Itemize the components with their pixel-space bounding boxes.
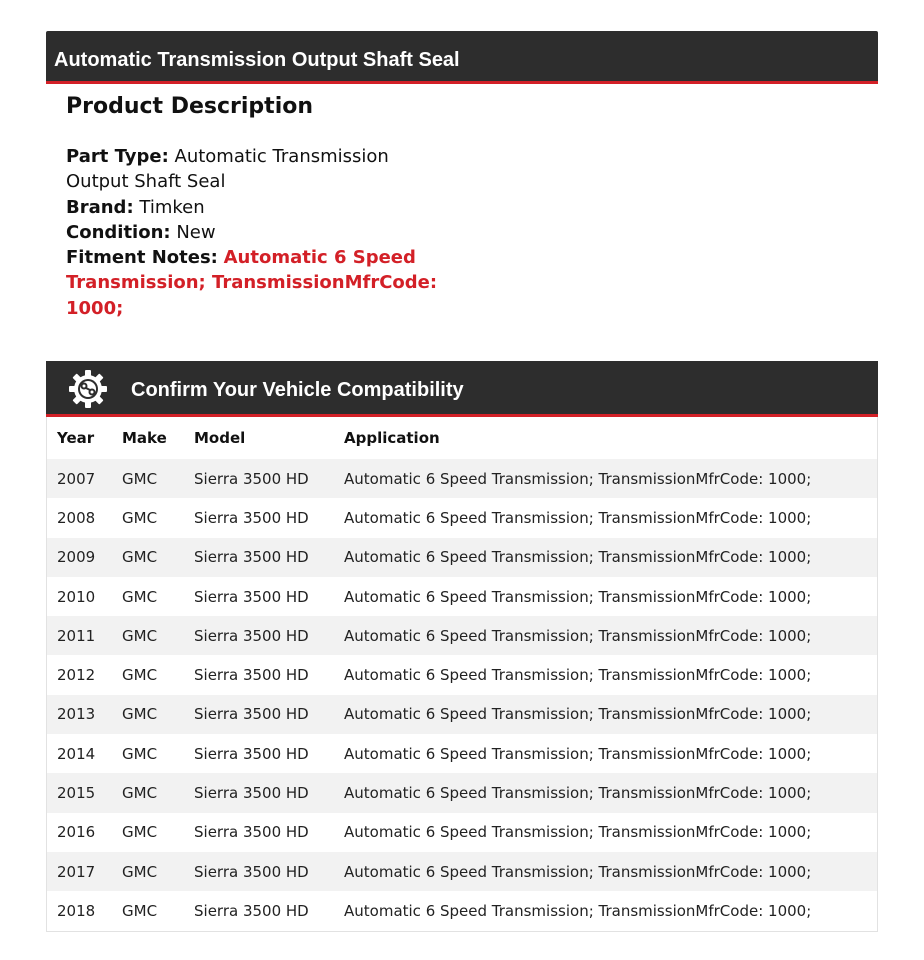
field-label: Brand: bbox=[66, 196, 134, 218]
cell-model: Sierra 3500 HD bbox=[194, 705, 309, 724]
cell-year: 2007 bbox=[57, 469, 96, 488]
cell-year: 2014 bbox=[57, 744, 96, 763]
cell-year: 2018 bbox=[57, 901, 96, 920]
cell-make: GMC bbox=[122, 548, 158, 567]
table-row bbox=[47, 695, 877, 734]
cell-model: Sierra 3500 HD bbox=[194, 823, 309, 842]
cell-application: Automatic 6 Speed Transmission; TransmissionMfrCode: 1000; bbox=[344, 862, 812, 881]
product-title: Automatic Transmission Output Shaft Seal bbox=[54, 49, 460, 71]
field-value: New bbox=[176, 221, 216, 243]
table-row bbox=[47, 813, 877, 852]
gear-icon bbox=[68, 369, 108, 409]
column-make: Make bbox=[122, 429, 167, 447]
cell-make: GMC bbox=[122, 587, 158, 606]
compatibility-title: Confirm Your Vehicle Compatibility bbox=[131, 379, 464, 401]
cell-application: Automatic 6 Speed Transmission; TransmissionMfrCode: 1000; bbox=[344, 901, 812, 920]
field-label: Condition: bbox=[66, 221, 171, 243]
table-row bbox=[47, 773, 877, 812]
cell-model: Sierra 3500 HD bbox=[194, 469, 309, 488]
cell-year: 2017 bbox=[57, 862, 96, 881]
cell-make: GMC bbox=[122, 469, 158, 488]
cell-application: Automatic 6 Speed Transmission; TransmissionMfrCode: 1000; bbox=[344, 705, 812, 724]
cell-make: GMC bbox=[122, 626, 158, 645]
cell-application: Automatic 6 Speed Transmission; TransmissionMfrCode: 1000; bbox=[344, 548, 812, 567]
cell-year: 2012 bbox=[57, 666, 96, 685]
description-heading: Product Description bbox=[66, 94, 314, 119]
cell-make: GMC bbox=[122, 705, 158, 724]
cell-model: Sierra 3500 HD bbox=[194, 548, 309, 567]
field-value: Automatic Transmission Output Shaft Seal bbox=[66, 146, 389, 193]
field-value: Automatic 6 Speed Transmission; TransmissionMfrCode: 1000; bbox=[66, 247, 438, 319]
cell-application: Automatic 6 Speed Transmission; TransmissionMfrCode: 1000; bbox=[344, 744, 812, 763]
cell-year: 2008 bbox=[57, 508, 96, 527]
cell-model: Sierra 3500 HD bbox=[194, 901, 309, 920]
cell-make: GMC bbox=[122, 862, 158, 881]
cell-make: GMC bbox=[122, 666, 158, 685]
field-fitment-notes bbox=[66, 245, 446, 321]
column-year: Year bbox=[57, 429, 95, 447]
description-fields bbox=[66, 144, 446, 321]
table-row bbox=[47, 734, 877, 773]
table-row bbox=[47, 616, 877, 655]
cell-application: Automatic 6 Speed Transmission; TransmissionMfrCode: 1000; bbox=[344, 784, 812, 803]
cell-model: Sierra 3500 HD bbox=[194, 744, 309, 763]
cell-application: Automatic 6 Speed Transmission; TransmissionMfrCode: 1000; bbox=[344, 666, 812, 685]
cell-year: 2010 bbox=[57, 587, 96, 606]
cell-year: 2009 bbox=[57, 548, 96, 567]
product-description bbox=[66, 92, 446, 321]
cell-make: GMC bbox=[122, 901, 158, 920]
table-header-row bbox=[47, 417, 877, 459]
field-part-type bbox=[66, 144, 446, 195]
field-label: Part Type: bbox=[66, 146, 169, 167]
compatibility-table bbox=[46, 417, 878, 932]
cell-make: GMC bbox=[122, 823, 158, 842]
table-row bbox=[47, 459, 877, 498]
cell-application: Automatic 6 Speed Transmission; TransmissionMfrCode: 1000; bbox=[344, 587, 812, 606]
cell-application: Automatic 6 Speed Transmission; TransmissionMfrCode: 1000; bbox=[344, 469, 812, 488]
cell-make: GMC bbox=[122, 784, 158, 803]
cell-model: Sierra 3500 HD bbox=[194, 626, 309, 645]
cell-year: 2016 bbox=[57, 823, 96, 842]
cell-model: Sierra 3500 HD bbox=[194, 587, 309, 606]
table-row bbox=[47, 577, 877, 616]
cell-year: 2013 bbox=[57, 705, 96, 724]
cell-make: GMC bbox=[122, 508, 158, 527]
table-row bbox=[47, 498, 877, 537]
cell-model: Sierra 3500 HD bbox=[194, 784, 309, 803]
cell-model: Sierra 3500 HD bbox=[194, 666, 309, 685]
field-condition bbox=[66, 220, 446, 245]
table-row bbox=[47, 852, 877, 891]
compatibility-header bbox=[46, 361, 878, 417]
table-row bbox=[47, 891, 877, 930]
field-label: Fitment Notes: bbox=[66, 247, 218, 269]
product-title-bar bbox=[46, 31, 878, 84]
cell-application: Automatic 6 Speed Transmission; TransmissionMfrCode: 1000; bbox=[344, 626, 812, 645]
cell-year: 2011 bbox=[57, 626, 96, 645]
cell-model: Sierra 3500 HD bbox=[194, 508, 309, 527]
cell-model: Sierra 3500 HD bbox=[194, 862, 309, 881]
table-row bbox=[47, 655, 877, 694]
table-row bbox=[47, 538, 877, 577]
field-value: Timken bbox=[139, 196, 205, 218]
cell-application: Automatic 6 Speed Transmission; TransmissionMfrCode: 1000; bbox=[344, 508, 812, 527]
column-model: Model bbox=[194, 429, 246, 447]
cell-make: GMC bbox=[122, 744, 158, 763]
cell-application: Automatic 6 Speed Transmission; TransmissionMfrCode: 1000; bbox=[344, 823, 812, 842]
field-brand bbox=[66, 195, 446, 220]
column-application: Application bbox=[344, 429, 440, 447]
cell-year: 2015 bbox=[57, 784, 96, 803]
